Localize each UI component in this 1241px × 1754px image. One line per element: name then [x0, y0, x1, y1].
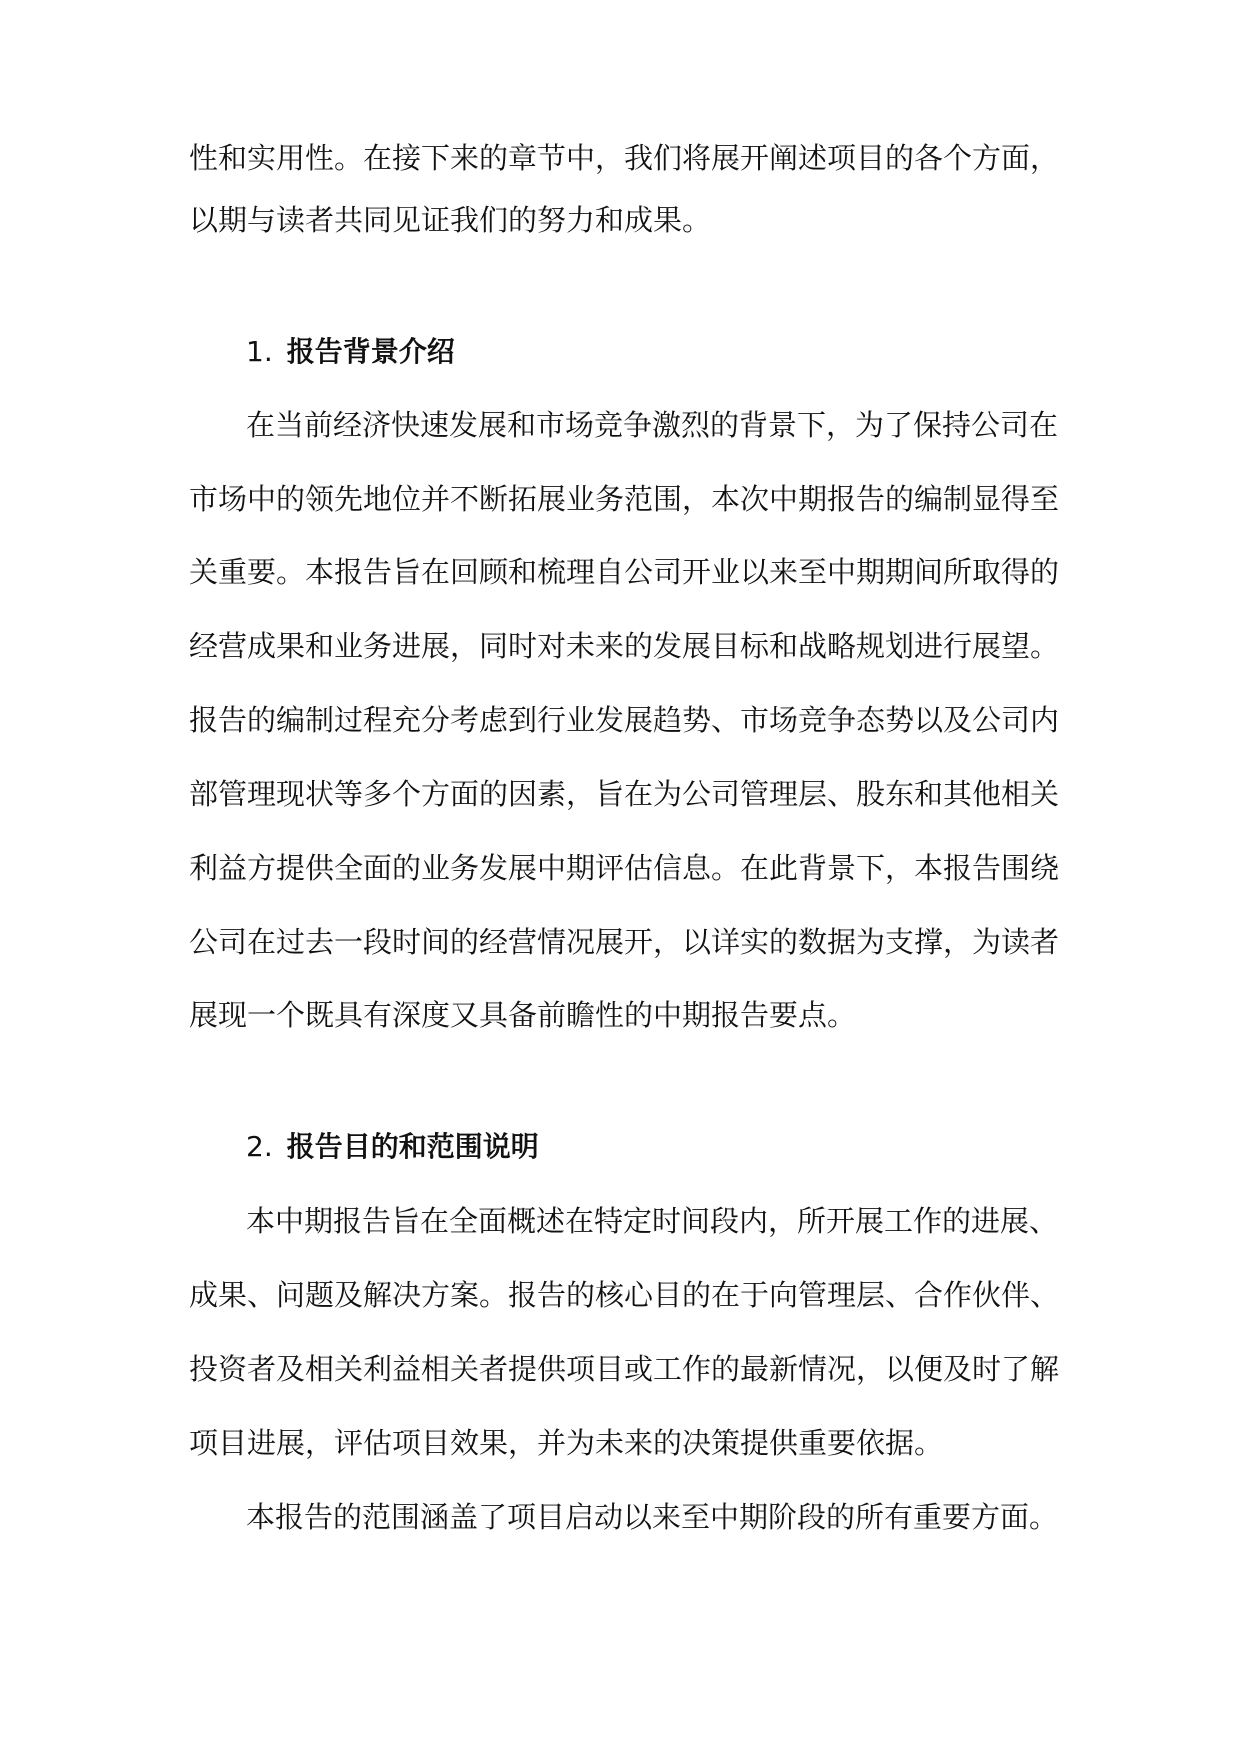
paragraph-line: 部管理现状等多个方面的因素，旨在为公司管理层、股东和其他相关 [189, 777, 1060, 811]
paragraph-line: 在当前经济快速发展和市场竞争激烈的背景下，为了保持公司在 [246, 408, 1059, 442]
section-number: 2. [246, 1130, 273, 1163]
section-heading-2 [246, 1125, 539, 1169]
section1-paragraph [189, 700, 1060, 740]
paragraph-line: 市场中的领先地位并不断拓展业务范围，本次中期报告的编制显得至 [189, 482, 1060, 516]
paragraph-line: 展现一个既具有深度又具备前瞻性的中期报告要点。 [189, 998, 857, 1032]
section1-paragraph [189, 995, 1049, 1035]
section2-paragraph-1 [189, 1275, 1060, 1315]
paragraph-line: 报告的编制过程充分考虑到行业发展趋势、市场竞争态势以及公司内 [189, 703, 1060, 737]
section-heading-1 [246, 330, 455, 374]
section-title: 报告目的和范围说明 [286, 1130, 539, 1163]
paragraph-line: 项目进展，评估项目效果，并为未来的决策提供重要依据。 [189, 1426, 944, 1460]
section2-paragraph-2 [246, 1497, 1059, 1537]
section2-paragraph-1 [246, 1201, 1059, 1241]
paragraph-line: 投资者及相关利益相关者提供项目或工作的最新情况，以便及时了解 [189, 1352, 1060, 1386]
paragraph-line: 利益方提供全面的业务发展中期评估信息。在此背景下，本报告围绕 [189, 851, 1060, 885]
intro-paragraph [189, 200, 1049, 240]
paragraph-line: 成果、问题及解决方案。报告的核心目的在于向管理层、合作伙伴、 [189, 1278, 1060, 1312]
paragraph-line: 性和实用性。在接下来的章节中，我们将展开阐述项目的各个方面， [189, 141, 1060, 175]
section2-paragraph-1 [189, 1349, 1060, 1389]
paragraph-line: 公司在过去一段时间的经营情况展开，以详实的数据为支撑，为读者 [189, 925, 1060, 959]
section1-paragraph [189, 774, 1060, 814]
section1-paragraph [246, 405, 1059, 445]
intro-paragraph [189, 138, 1060, 178]
section-title: 报告背景介绍 [286, 335, 455, 368]
paragraph-line: 本报告的范围涵盖了项目启动以来至中期阶段的所有重要方面。 [246, 1500, 1059, 1534]
paragraph-line: 本中期报告旨在全面概述在特定时间段内，所开展工作的进展、 [246, 1204, 1059, 1238]
section-number: 1. [246, 335, 273, 368]
paragraph-line: 经营成果和业务进展，同时对未来的发展目标和战略规划进行展望。 [189, 629, 1060, 663]
paragraph-line: 以期与读者共同见证我们的努力和成果。 [189, 203, 712, 237]
section1-paragraph [189, 552, 1060, 592]
section1-paragraph [189, 848, 1060, 888]
section1-paragraph [189, 626, 1060, 666]
section1-paragraph [189, 922, 1060, 962]
section1-paragraph [189, 479, 1060, 519]
paragraph-line: 关重要。本报告旨在回顾和梳理自公司开业以来至中期期间所取得的 [189, 555, 1060, 589]
section2-paragraph-1 [189, 1423, 1049, 1463]
